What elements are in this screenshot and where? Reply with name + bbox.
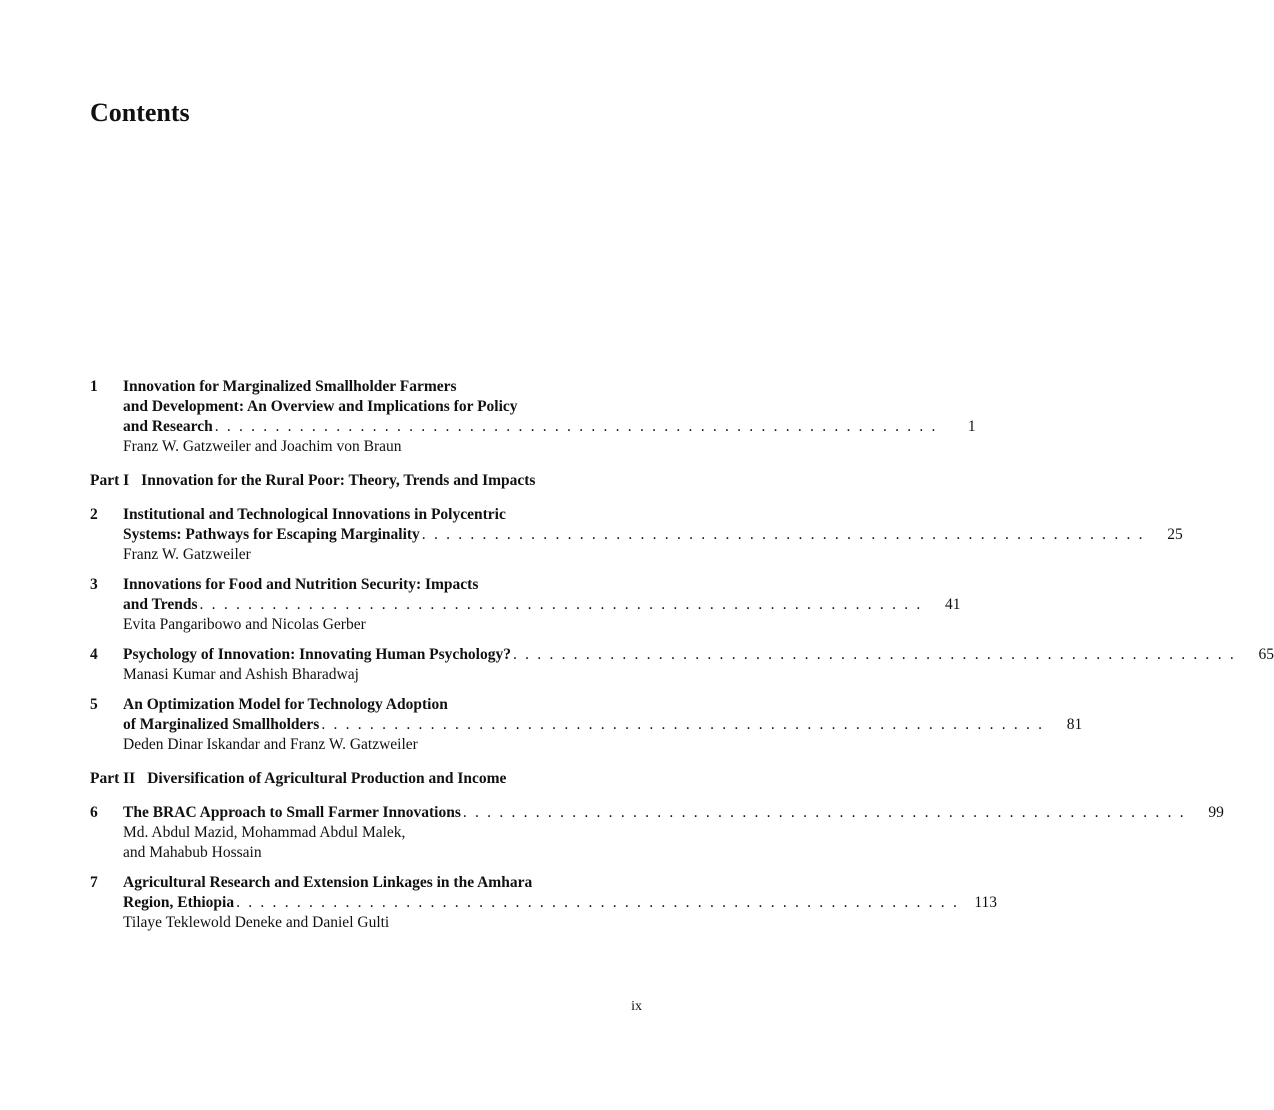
chapter-authors: Manasi Kumar and Ashish Bharadwaj [123, 666, 359, 683]
chapter-number: 7 [90, 874, 98, 891]
part-title: Diversification of Agricultural Production and Income [147, 770, 507, 787]
part-heading-2 [90, 769, 642, 789]
chapter-title-line: Psychology of Innovation: Innovating Human Psychology? [123, 646, 511, 663]
chapter-authors: Franz W. Gatzweiler and Joachim von Braun [123, 438, 402, 455]
part-heading-1 [90, 471, 642, 491]
toc-entry-3[interactable] [90, 575, 961, 635]
chapter-number: 2 [90, 506, 98, 523]
chapter-title-line: Innovation for Marginalized Smallholder Farmers [123, 378, 457, 395]
chapter-authors: and Mahabub Hossain [123, 844, 262, 861]
toc-entry-7[interactable] [90, 873, 998, 933]
chapter-number: 5 [90, 696, 98, 713]
chapter-page-number: 113 [974, 894, 998, 911]
chapter-number: 4 [90, 646, 98, 663]
dot-leader: . . . . . . . . . . . . . . . . . . . . . . . . . . . . . . . . . . . . . . . . . . . . . . . . . . . . . . . . . . . . [214, 418, 938, 435]
chapter-title-line: Agricultural Research and Extension Linkages in the Amhara [123, 874, 533, 891]
chapter-authors: Md. Abdul Mazid, Mohammad Abdul Malek, [123, 824, 406, 841]
chapter-title-line: The BRAC Approach to Small Farmer Innovations [123, 804, 461, 821]
chapter-page-number: 25 [1167, 526, 1183, 543]
part-label: Part I [90, 472, 130, 489]
chapter-title-line: Institutional and Technological Innovations in Polycentric [123, 506, 506, 523]
toc-entry-4[interactable] [90, 645, 1274, 685]
chapter-number: 6 [90, 804, 98, 821]
dot-leader: . . . . . . . . . . . . . . . . . . . . . . . . . . . . . . . . . . . . . . . . . . . . . . . . . . . . . . . . . . . . [236, 894, 960, 911]
chapter-authors: Deden Dinar Iskandar and Franz W. Gatzweiler [123, 736, 418, 753]
chapter-title-line: and Research [123, 418, 213, 435]
dot-leader: . . . . . . . . . . . . . . . . . . . . . . . . . . . . . . . . . . . . . . . . . . . . . . . . . . . . . . . . . . . . [321, 716, 1045, 733]
chapter-authors: Franz W. Gatzweiler [123, 546, 251, 563]
chapter-title-line: Region, Ethiopia [123, 894, 235, 911]
chapter-title-line: of Marginalized Smallholders [123, 716, 320, 733]
dot-leader: . . . . . . . . . . . . . . . . . . . . . . . . . . . . . . . . . . . . . . . . . . . . . . . . . . . . . . . . . . . . [199, 596, 923, 613]
toc-entry-1[interactable] [90, 377, 976, 457]
chapter-number: 1 [90, 378, 98, 395]
part-label: Part II [90, 770, 136, 787]
part-title: Innovation for the Rural Poor: Theory, Trends and Impacts [141, 472, 536, 489]
chapter-authors: Tilaye Teklewold Deneke and Daniel Gulti [123, 914, 390, 931]
table-of-contents [90, 377, 1274, 943]
page-number: ix [631, 999, 642, 1014]
chapter-page-number: 41 [944, 596, 961, 613]
chapter-authors: Evita Pangaribowo and Nicolas Gerber [123, 616, 366, 633]
dot-leader: . . . . . . . . . . . . . . . . . . . . . . . . . . . . . . . . . . . . . . . . . . . . . . . . . . . . . . . . . . . . [513, 646, 1236, 663]
toc-entry-6[interactable] [90, 803, 1224, 863]
chapter-title-line: An Optimization Model for Technology Adoption [123, 696, 448, 713]
chapter-title-line: Systems: Pathways for Escaping Marginality [123, 526, 420, 543]
dot-leader: . . . . . . . . . . . . . . . . . . . . . . . . . . . . . . . . . . . . . . . . . . . . . . . . . . . . . . . . . . . . [462, 804, 1186, 821]
chapter-number: 3 [90, 576, 98, 593]
dot-leader: . . . . . . . . . . . . . . . . . . . . . . . . . . . . . . . . . . . . . . . . . . . . . . . . . . . . . . . . . . . . [421, 526, 1145, 543]
chapter-page-number: 65 [1258, 646, 1274, 663]
toc-entry-5[interactable] [90, 695, 1083, 755]
chapter-page-number: 81 [1066, 716, 1083, 733]
page-title: Contents [90, 98, 190, 127]
chapter-page-number: 1 [967, 418, 976, 435]
chapter-page-number: 99 [1208, 804, 1224, 821]
chapter-title-line: and Development: An Overview and Implications for Policy [123, 398, 518, 415]
chapter-title-line: Innovations for Food and Nutrition Security: Impacts [123, 576, 479, 593]
toc-entry-2[interactable] [90, 505, 1183, 565]
chapter-title-line: and Trends [123, 596, 198, 613]
